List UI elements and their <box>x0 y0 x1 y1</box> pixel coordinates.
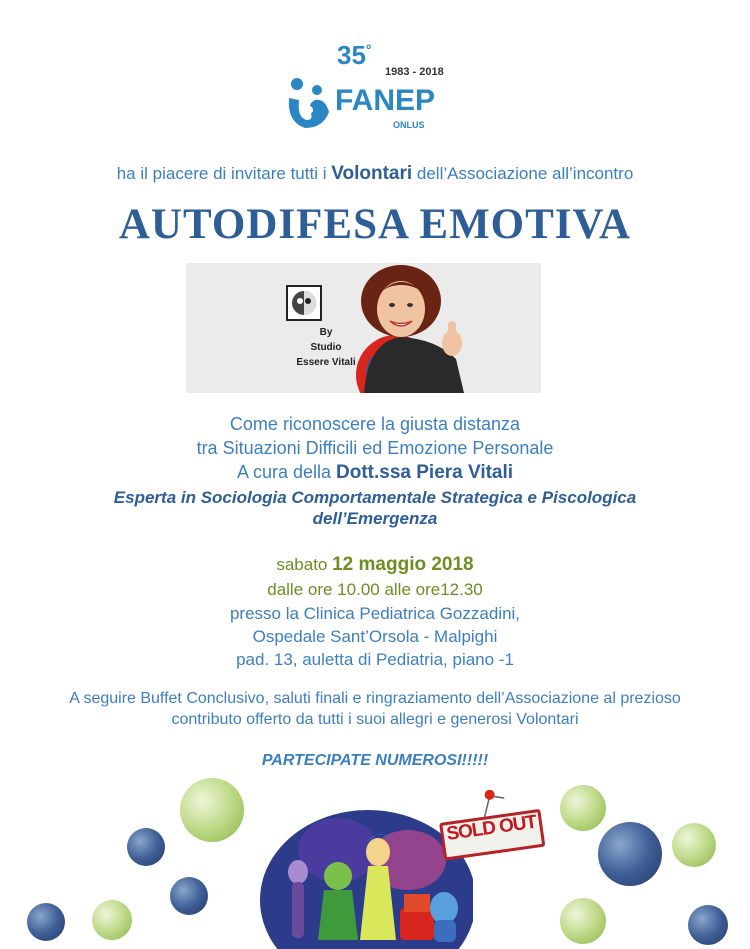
curator-line: A cura della Dott.ssa Piera Vitali <box>236 462 514 483</box>
fanep-logo <box>285 38 465 138</box>
subtitle-line2: tra Situazioni Difficili ed Emozione Personale <box>196 438 554 458</box>
logo-onlus: ONLUS <box>393 120 425 130</box>
page-title: AUTODIFESA EMOTIVA <box>118 201 632 248</box>
logo-years: 1983 - 2018 <box>385 66 444 78</box>
event-place-3: pad. 13, auletta di Pediatria, piano -1 <box>236 650 514 669</box>
studio-logo-icon <box>286 285 322 321</box>
speaker-illustration <box>336 263 541 393</box>
decor-ball <box>127 828 165 866</box>
volunteers-highlight: Volontari <box>331 163 413 184</box>
subtitle-line1: Come riconoscere la giusta distanza <box>229 414 521 434</box>
logo-anniversary: 35° <box>337 40 372 70</box>
buffet-note: A seguire Buffet Conclusivo, saluti finali e ringraziamento dell’Associazione al prezioso contributo offerto da tutti i suoi allegri e generosi Volontari <box>69 690 681 728</box>
curator-name: Dott.ssa Piera Vitali <box>336 462 514 483</box>
decor-ball <box>688 905 728 945</box>
event-place-2: Ospedale Sant’Orsola - Malpighi <box>252 627 498 646</box>
decor-ball <box>560 898 606 944</box>
invite-line: ha il piacere di invitare tutti i Volontari dell’Associazione all’incontro <box>116 163 634 184</box>
decor-ball <box>560 785 606 831</box>
family-icon <box>285 76 335 131</box>
event-time: dalle ore 10.00 alle ore12.30 <box>267 580 483 599</box>
event-place-1: presso la Clinica Pediatrica Gozzadini, <box>229 604 521 623</box>
expert-description: Esperta in Sociologia Comportamentale Strategica e Piscologica dell’Emergenza <box>113 488 637 528</box>
call-to-action: PARTECIPATE NUMEROSI!!!!! <box>261 752 489 769</box>
logo-name: FANEP <box>335 84 436 117</box>
decor-ball <box>170 877 208 915</box>
sold-out-text: SOLD OUT <box>445 811 538 846</box>
decor-ball <box>27 903 65 941</box>
photo-caption: By Studio Essere Vitali <box>296 327 356 368</box>
event-date: sabato 12 maggio 2018 <box>276 554 474 575</box>
decor-ball <box>672 823 716 867</box>
decor-ball <box>598 822 662 886</box>
speaker-photo <box>186 263 541 393</box>
decor-ball <box>180 778 244 842</box>
decor-ball <box>92 900 132 940</box>
